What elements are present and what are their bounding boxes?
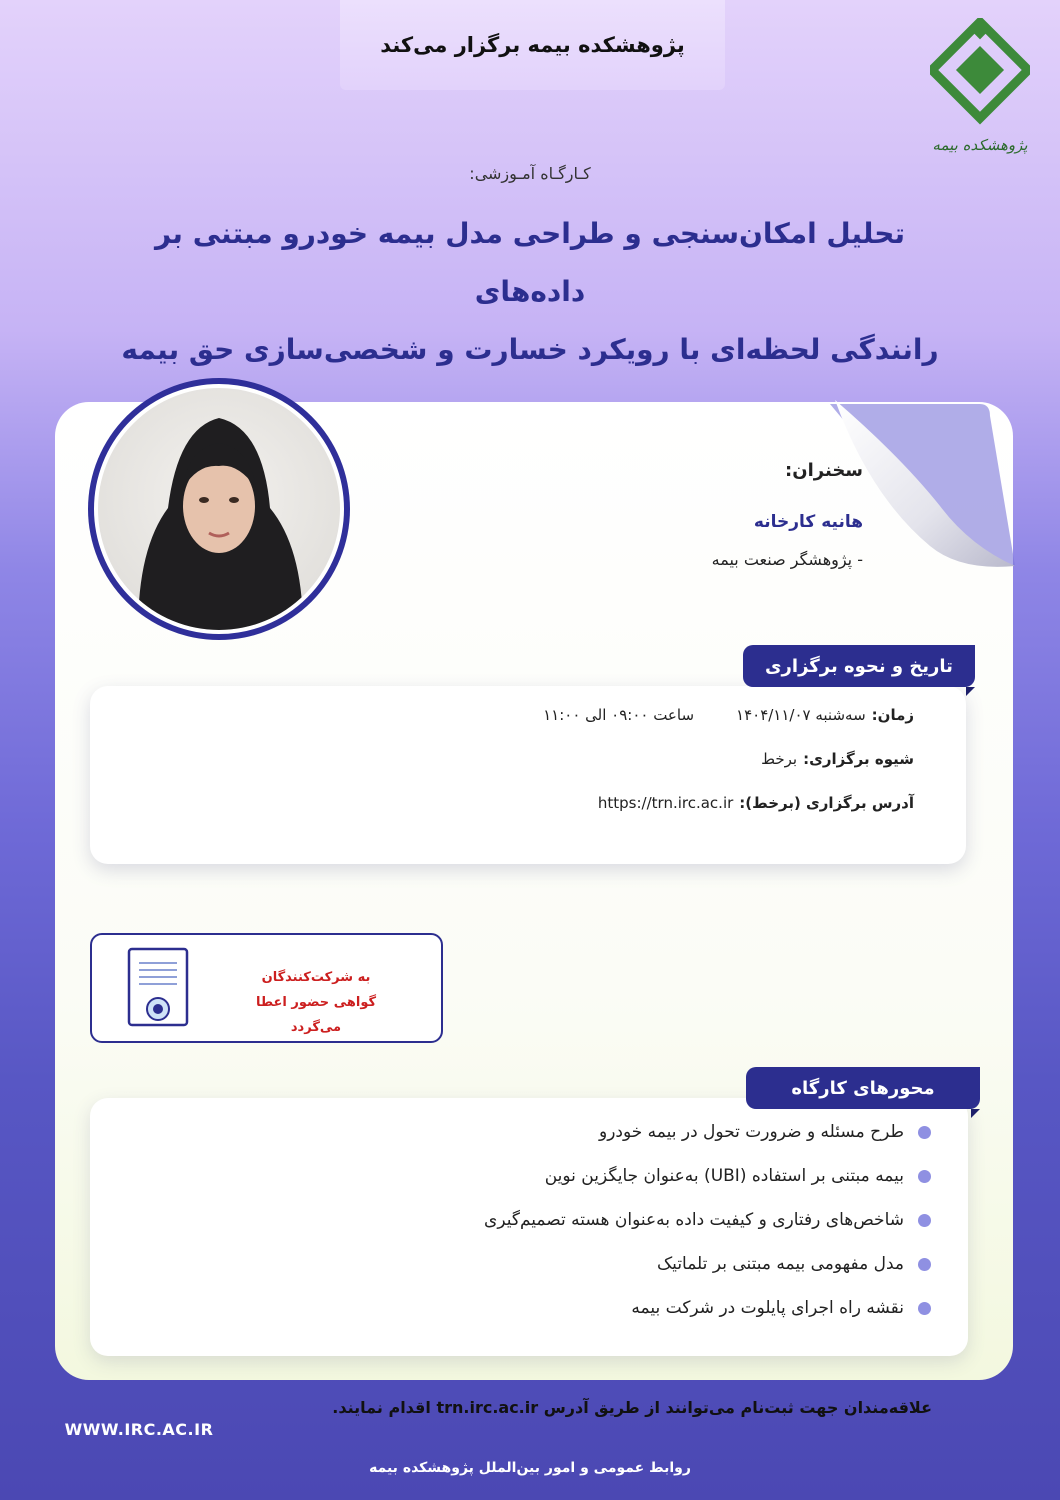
workshop-type: کـارگـاه آمـوزشی:	[469, 164, 591, 183]
topic-item	[484, 1210, 931, 1230]
bullet-icon	[918, 1126, 931, 1139]
topic-item	[545, 1166, 931, 1186]
institute-logo	[930, 18, 1030, 168]
certificate-line-2: گواهی حضور اعطا می‌گردد	[255, 995, 377, 1035]
bullet-icon	[918, 1258, 931, 1271]
topic-item	[631, 1298, 931, 1318]
address-row	[598, 794, 914, 812]
topics-box	[90, 1098, 968, 1356]
bullet-icon	[918, 1214, 931, 1227]
registration-note: علاقه‌مندان جهت ثبت‌نام می‌توانند از طریق آدرس trn.irc.ac.ir اقدام نمایند.	[332, 1398, 932, 1417]
topic-text: بیمه مبتنی بر استفاده (UBI) به‌عنوان جایگزین نوین	[544, 1166, 904, 1186]
website-link[interactable]: WWW.IRC.AC.IR	[64, 1419, 214, 1439]
page-curl-decoration	[830, 396, 1020, 576]
topics-section-title: محورهای کارگاه	[791, 1077, 935, 1099]
schedule-section-tag	[743, 645, 975, 687]
logo-emblem-icon	[930, 18, 1030, 128]
speaker-label: سخنران:	[785, 460, 863, 481]
schedule-box	[90, 686, 966, 864]
certificate-text	[231, 965, 401, 1040]
time-row	[543, 706, 914, 724]
mode-value: برخط	[761, 750, 798, 768]
certificate-notice	[90, 933, 443, 1043]
schedule-section-title: تاریخ و نحوه برگزاری	[765, 655, 953, 677]
title-line-2: رانندگی لحظه‌ای با رویکرد خسارت و شخصی‌سازی حق بیمه	[121, 333, 939, 366]
speaker-role: - پژوهشگر صنعت بیمه	[711, 550, 863, 569]
topic-item	[657, 1254, 931, 1274]
workshop-title	[110, 205, 950, 379]
topic-text: شاخص‌های رفتاری و کیفیت داده به‌عنوان هسته تصمیم‌گیری	[484, 1210, 904, 1230]
bullet-icon	[918, 1170, 931, 1183]
topic-text: طرح مسئله و ضرورت تحول در بیمه خودرو	[598, 1122, 904, 1142]
title-line-1: تحلیل امکان‌سنجی و طراحی مدل بیمه خودرو مبتنی بر داده‌های	[155, 217, 905, 308]
speaker-portrait	[98, 388, 340, 630]
footer-text: روابط عمومی و امور بین‌الملل پژوهشکده بیمه	[369, 1460, 691, 1476]
logo-text: پژوهشکده بیمه	[932, 136, 1028, 154]
topic-text: مدل مفهومی بیمه مبتنی بر تلماتیک	[656, 1254, 904, 1274]
certificate-icon	[127, 947, 189, 1033]
topic-item	[599, 1122, 931, 1142]
address-link[interactable]: https://trn.irc.ac.ir	[597, 794, 734, 812]
organizer-banner	[340, 0, 725, 90]
speaker-photo	[88, 378, 350, 640]
organizer-text: پژوهشکده بیمه برگزار می‌کند	[380, 33, 685, 57]
time-value: ساعت ۰۹:۰۰ الی ۱۱:۰۰	[543, 706, 695, 724]
certificate-line-1: به شرکت‌کنندگان	[261, 970, 371, 985]
topic-text: نقشه راه اجرای پایلوت در شرکت بیمه	[631, 1298, 904, 1318]
mode-label: شیوه برگزاری:	[803, 750, 914, 768]
date-value: سه‌شنبه ۱۴۰۴/۱۱/۰۷	[736, 706, 866, 724]
bullet-icon	[918, 1302, 931, 1315]
time-label: زمان:	[871, 706, 914, 724]
speaker-name: هانیه کارخانه	[753, 512, 863, 532]
mode-row	[761, 750, 914, 768]
address-label: آدرس برگزاری (برخط):	[739, 794, 914, 812]
topics-section-tag	[746, 1067, 980, 1109]
